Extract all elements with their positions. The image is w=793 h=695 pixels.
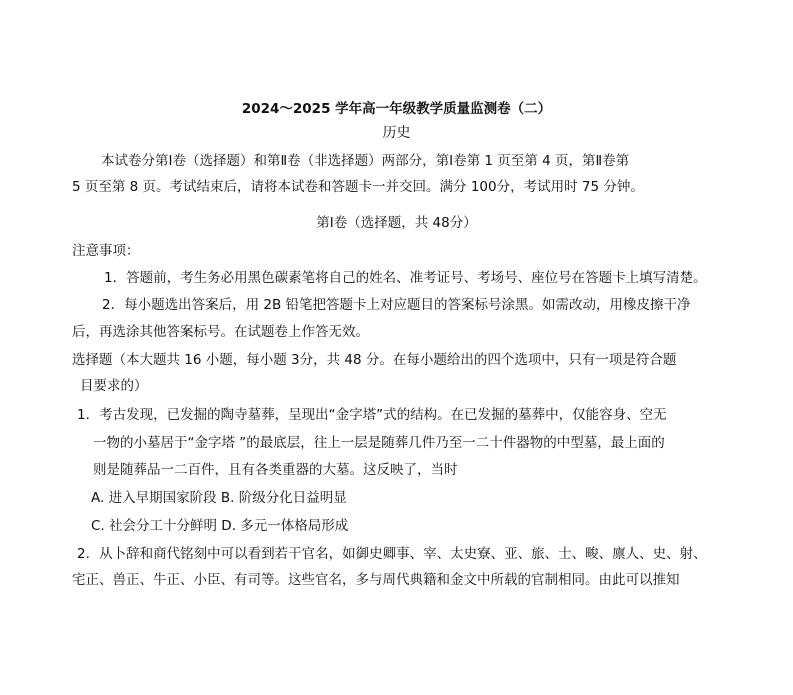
note-item-1: 1．答题前，考生务必用黑色碳素笔将自己的姓名、准考证号、考场号、座位号在答题卡上填写清楚。 (104, 270, 707, 286)
question-2-line-1: 2．从卜辞和商代铭刻中可以看到若干官名，如御史卿事、宰、太史寮、亚、旅、士、畯、廪人、史、射、 (77, 546, 707, 562)
choice-instructions-line-2: 目要求的） (80, 378, 148, 394)
question-1-line-3: 则是随葬品一二百件，且有各类重器的大墓。这反映了，当时 (93, 462, 458, 478)
subject-title: 历史 (382, 125, 411, 141)
question-1-line-1: 1．考古发现，已发掘的陶寺墓葬，呈现出“金字塔”式的结构。在已发掘的墓葬中，仅能容身、空无 (77, 407, 667, 423)
note-item-2-line-2: 后，再选涂其他答案标号。在试题卷上作答无效。 (72, 324, 369, 340)
section-title: 第Ⅰ卷（选择题，共 48分） (316, 215, 477, 231)
choice-instructions-line-1: 选择题（本大题共 16 小题，每小题 3分，共 48 分。在每小题给出的四个选项中，只有一项是符合题 (72, 352, 677, 368)
question-1-line-2: 一物的小墓居于“金字塔 ”的最底层，往上一层是随葬几件乃至一二十件器物的中型墓，最上面的 (93, 435, 665, 451)
question-1-options-cd: C. 社会分工十分鲜明 D. 多元一体格局形成 (91, 518, 349, 534)
question-1-options-ab: A. 进入早期国家阶段 B. 阶级分化日益明显 (91, 490, 347, 506)
note-item-2-line-1: 2．每小题选出答案后，用 2B 铅笔把答题卡上对应题目的答案标号涂黑。如需改动，用橡皮擦干净 (102, 297, 691, 313)
question-2-line-2: 宅正、兽正、牛正、小臣、有司等。这些官名，多与周代典籍和金文中所载的官制相同。由此可以推知 (72, 572, 680, 588)
intro-line-1: 本试卷分第Ⅰ卷（选择题）和第Ⅱ卷（非选择题）两部分，第Ⅰ卷第 1 页至第 4 页，第Ⅱ卷第 (101, 153, 630, 169)
notes-heading: 注意事项： (72, 243, 140, 259)
exam-title: 2024～2025 学年高一年级教学质量监测卷（二） (241, 101, 552, 117)
intro-line-2: 5 页至第 8 页。考试结束后，请将本试卷和答题卡一并交回。满分 100分，考试用时 75 分钟。 (72, 179, 644, 195)
